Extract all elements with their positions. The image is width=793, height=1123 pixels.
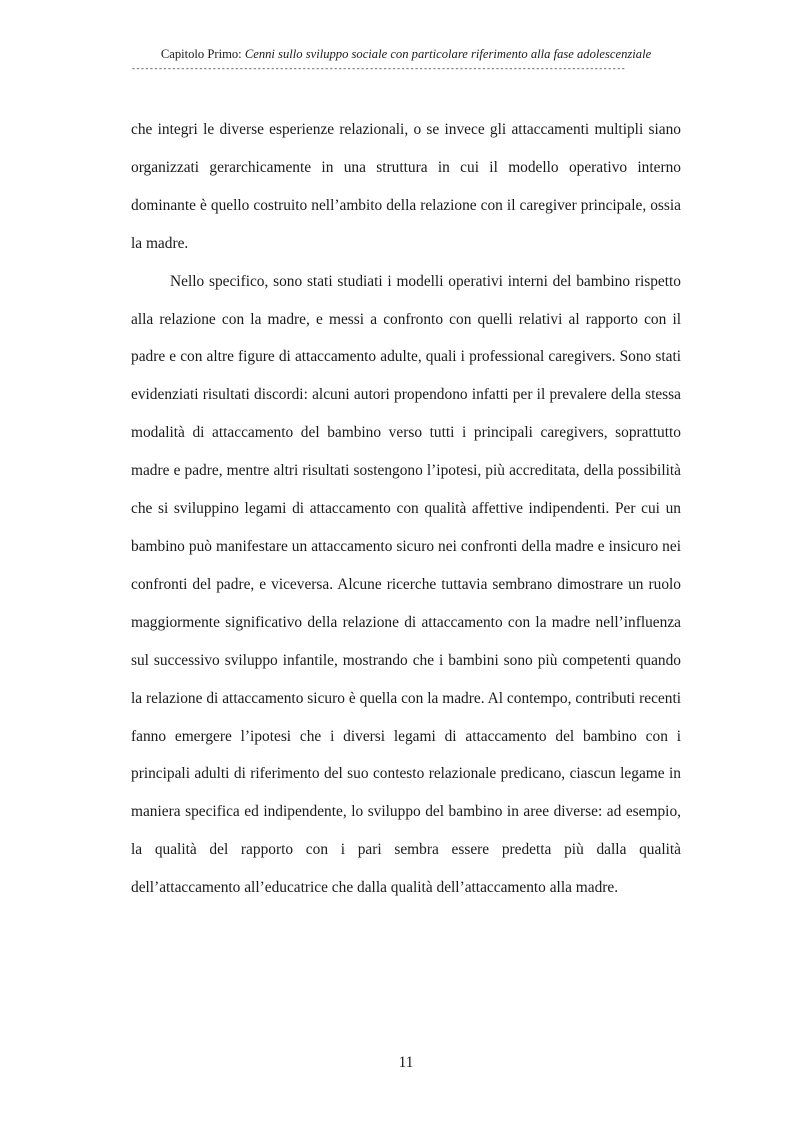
paragraph: Nello specifico, sono stati studiati i modelli operativi interni del bambino rispetto alla relazione con la madre, e messi a confronto con quelli relativi al rapporto con il padre e con altre figure di attaccamento adulte, quali i professional caregivers. Sono stati evidenziati risultati discordi: alcuni autori propendono infatti per il prevalere della stessa modalità di attaccamento del bambino verso tutti i principali caregivers, soprattutto madre e padre, mentre altri risultati sostengono l’ipotesi, più accreditata, della possibilità che si sviluppino legami di attaccamento con qualità affettive indipendenti. Per cui un bambino può manifestare un attaccamento sicuro nei confronti della madre e insicuro nei confronti del padre, e viceversa. Alcune ricerche tuttavia sembrano dimostrare un ruolo maggiormente significativo della relazione di attaccamento con la madre nell’influenza sul successivo sviluppo infantile, mostrando che i bambini sono più competenti quando la relazione di attaccamento sicuro è quella con la madre. Al contempo, contributi recenti fanno emergere l’ipotesi che i diversi legami di attaccamento del bambino con i principali adulti di riferimento del suo contesto relazionale predicano, ciascun legame in maniera specifica ed indipendente, lo sviluppo del bambino in aree diverse: ad esempio, la qualità del rapporto con i pari sembra essere predetta più dalla qualità dell’attaccamento all’educatrice che dalla qualità dell’attaccamento alla madre. [131,272,681,897]
chapter-title: Cenni sullo sviluppo sociale con particolare riferimento alla fase adolescenziale [244,47,652,61]
paragraph-continuation: che integri le diverse esperienze relazionali, o se invece gli attaccamenti multipli siano organizzati gerarchicamente in una struttura in cui il modello operativo interno dominante è quello costruito nell’ambito della relazione con il caregiver principale, ossia la madre. [131,121,681,252]
header-dashed-rule: -------------------------------------------------------------------------------------------------------------- [131,65,626,74]
page-number: 11 [398,1054,414,1071]
running-header [131,46,681,62]
chapter-label: Capitolo Primo: [160,47,242,61]
body-text [131,111,681,907]
